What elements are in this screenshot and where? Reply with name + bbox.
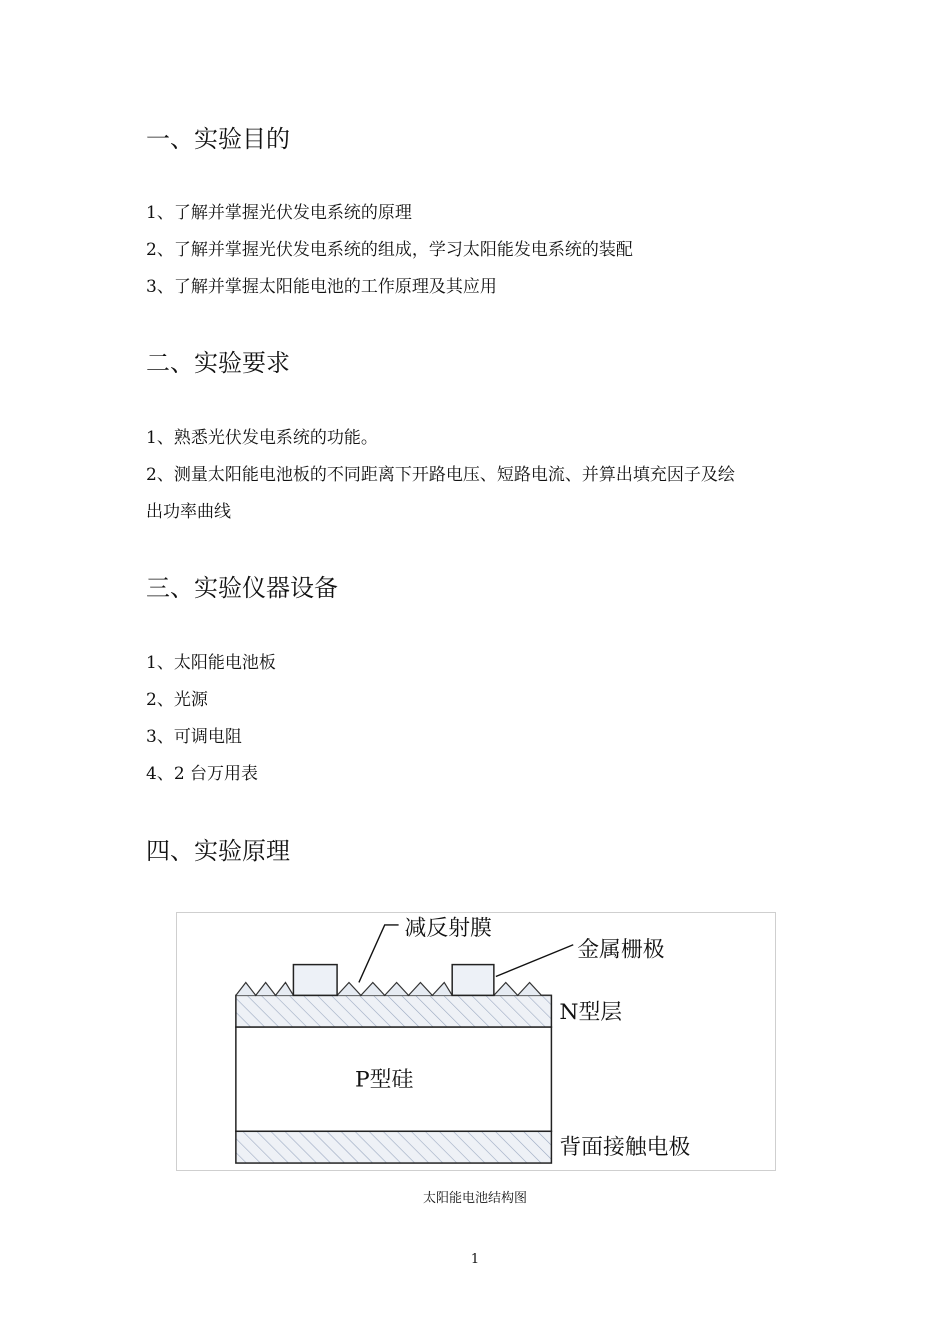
solar-cell-structure-figure [176,912,776,1171]
label-p-silicon: P型硅 [354,1067,414,1093]
objective-item-1: 1、了解并掌握光伏发电系统的原理 [146,203,412,223]
antireflection-texture [236,982,552,995]
metal-grid-electrode-left [293,965,337,996]
metal-grid-leader-line [496,945,573,977]
objective-item-2: 2、了解并掌握光伏发电系统的组成，学习太阳能发电系统的装配 [146,240,633,260]
section-heading-objectives: 一、实验目的 [146,125,290,153]
requirement-item-2: 2、测量太阳能电池板的不同距离下开路电压、短路电流、并算出填充因子及绘 [146,465,735,485]
label-metal-grid: 金属栅极 [577,937,665,963]
solar-cell-diagram [177,913,775,1170]
label-back-contact: 背面接触电极 [559,1135,691,1161]
back-contact-band [236,1131,552,1163]
equipment-item-2: 2、光源 [146,690,208,710]
equipment-item-4: 4、2 台万用表 [146,764,259,784]
requirement-item-2-continued: 出功率曲线 [146,502,231,522]
label-n-layer: N型层 [559,1000,623,1026]
equipment-item-3: 3、可调电阻 [146,727,242,747]
n-layer-band [236,995,552,1027]
label-antireflection-film: 减反射膜 [404,915,492,941]
figure-caption: 太阳能电池结构图 [422,1191,527,1206]
requirement-item-1: 1、熟悉光伏发电系统的功能。 [146,428,378,448]
section-heading-principle: 四、实验原理 [146,837,290,865]
equipment-item-1: 1、太阳能电池板 [146,653,276,673]
section-heading-requirements: 二、实验要求 [146,349,290,377]
metal-grid-electrode-right [452,965,494,996]
page-number: 1 [470,1252,480,1267]
antireflection-leader-line [359,925,399,983]
section-heading-equipment: 三、实验仪器设备 [146,574,338,602]
objective-item-3: 3、了解并掌握太阳能电池的工作原理及其应用 [146,277,497,297]
